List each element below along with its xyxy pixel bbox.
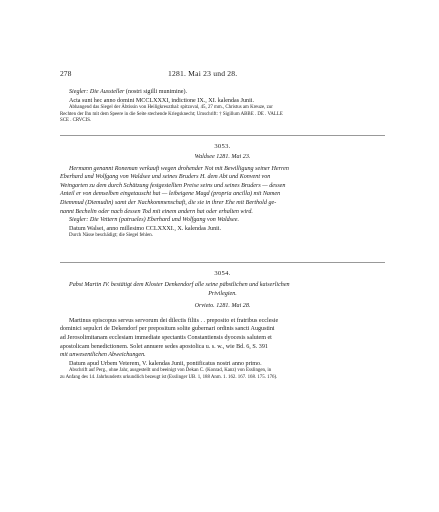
- seal-note: SCE . CRVCIS.: [60, 118, 92, 124]
- seal-note: Rechten der Ihn mit dem Speere in die Seite stechende Kriegsknecht; Umschrift: † Sigillum ABBE . DE . VALLE: [60, 111, 283, 117]
- text-line: dominici sepulcri de Dekendorf per prepositum solite gubernari ordinis sancti Augustini: [60, 326, 275, 333]
- document-3054: [60, 269, 385, 382]
- regest-line: Weingarten zu dem durch Schätzung festgestellten Preise seins und seines Bruders — dessen: [60, 182, 286, 189]
- sealer-line: [60, 216, 385, 225]
- regest-line: Eberhard und Wolfgang von Waldsee und seines Bruders H. dem Abt und Konvent von: [60, 174, 271, 181]
- source-note: Abschrift auf Perg., ohne Jahr, ausgestellt und beeinigt von Dekan C. (Konrad, Kanz) von Esslingen, in: [69, 368, 272, 374]
- running-title: 1281. Mai 23 und 28.: [168, 69, 238, 78]
- regest-line: Anteil er von demselben eingetauscht hat — leibeigene Magd (propria ancilla) mit Namen: [60, 191, 281, 198]
- document-number: 3054.: [214, 270, 231, 277]
- document-3053: [60, 142, 385, 240]
- sealer-text: (nostri sigilli munimine).: [124, 89, 188, 95]
- previous-document-tail: [60, 88, 385, 125]
- dating-line: Acta sunt hec anno domini MCCLXXXI, indictione IX., XI. kalendas Junii.: [69, 97, 254, 104]
- text-line: ad Jerosolimitanam ecclesiam immediate spectantis Constantiensis dyocesis salutem et: [60, 334, 272, 341]
- dating-line: Datum Walsei, anno millesimo CCLXXXI., X. kalendas Junii.: [69, 225, 222, 232]
- text-line: mit unwesentlichen Abweichungen.: [60, 352, 146, 359]
- sealer-label: Siegler:: [69, 217, 89, 224]
- dating-line: Datum apud Urbem Veterem, V. kalendas Junii, pontificatus nostri anno primo.: [69, 360, 262, 367]
- document-number: 3053.: [214, 143, 231, 150]
- regest-line: Diemmud (Diemudin) samt der Nachkommenschaft, die sie in ihrer Ehe mit Berthold ge-: [60, 199, 277, 206]
- seal-note: Abhangend das Siegel der Äbtissin von Heiligkreuzthal: spitzoval, 45, 27 mm., Christus am Kreuze, zur: [69, 105, 273, 111]
- sealer-line: [60, 88, 385, 97]
- source-note: zu Anfang des 14. Jahrhunderts urkundlich bezeugt ist (Esslinger UB. 1, 188 Anm. 1. 162. 167. 168. 175. 176).: [60, 374, 278, 380]
- sealer-text: Die Vettern (patrueles) Eberhard und Wolfgang von Waldsee.: [88, 217, 239, 224]
- place-date: Orvieto. 1281. Mai 28.: [194, 303, 251, 310]
- section-divider: [60, 262, 385, 263]
- text-line: apostolicam benedictionem. Solet annuere sedes apostolica u. s. w., wie Bd. 6, S. 391: [60, 343, 268, 350]
- running-header: [60, 68, 385, 80]
- page-number: 278: [60, 69, 72, 78]
- regest-line: Hermann genannt Roneman verkauft wegen drohender Not mit Bewilligung seiner Herren: [69, 165, 289, 172]
- regest-line: Pabst Martin IV. bestätigt dem Kloster Denkendorf alle seine päbstlichen und kaiserlichen: [69, 282, 290, 288]
- regest-line: nannt Bechelin oder nach dessen Tod mit einem andern hat oder erhalten wird.: [60, 208, 253, 215]
- text-line: Martinus episcopus servus servorum dei dilectis filiis . . preposito et fratribus ecclesie: [69, 317, 279, 324]
- condition-note: Durch Nässe beschädigt; die Siegel fehlen.: [69, 233, 153, 239]
- regest-line: Privilegien.: [208, 290, 237, 297]
- section-divider: [60, 135, 385, 136]
- place-date: Waldsee 1281. Mai 23.: [194, 154, 251, 160]
- sealer-label: Siegler: Die Aussteller: [69, 89, 125, 95]
